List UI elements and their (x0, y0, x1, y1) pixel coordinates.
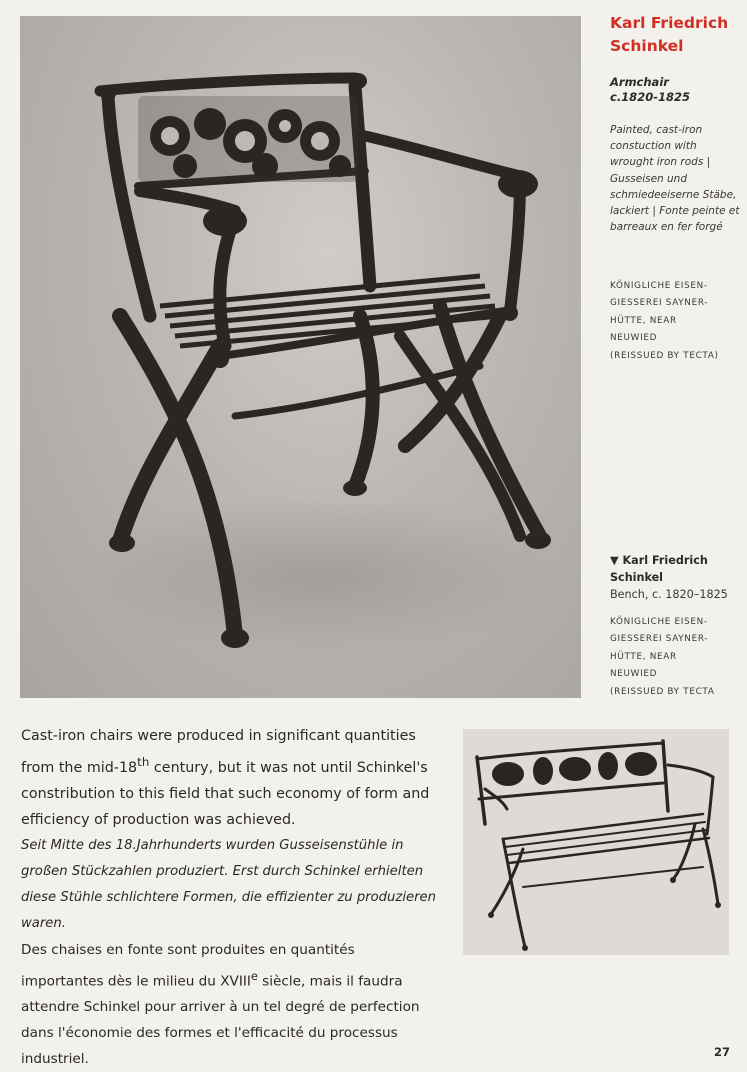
bench-designer-line1: ▼ Karl Friedrich (610, 554, 708, 567)
bench-description: Bench, c. 1820–1825 (610, 588, 728, 601)
armchair-maker: KÖNIGLICHE EISEN- GIESSEREI SAYNER- HÜTTE, NEAR NEUWIED (REISSUED BY TECTA) (610, 281, 719, 361)
body-english (21, 723, 441, 833)
armchair-title (610, 75, 740, 105)
armchair-illustration (20, 16, 581, 698)
bench-illustration (463, 729, 729, 955)
bench-caption (610, 553, 745, 603)
armchair-materials: Painted, cast-iron constuction with wrought iron rods | Gusseisen und schmiedeeiserne Stäbe, lackiert | Fonte peinte et barreaux en fer forgé (610, 124, 740, 234)
armchair-title-name: Armchair (610, 75, 669, 89)
body-english-part2: century, but it was not until Schinkel's constribution to this field that such economy of form and efficiency of production was achieved. (21, 759, 430, 828)
body-text (21, 723, 441, 1072)
armchair-title-date: c.1820-1825 (610, 90, 690, 104)
body-german: Seit Mitte des 18.Jahrhunderts wurden Gusseisenstühle in großen Stückzahlen produziert. Erst durch Schinkel erhielten diese Stühle schlichtere Formen, die effizienter zu produzieren waren. (21, 837, 437, 931)
bench-maker: KÖNIGLICHE EISEN- GIESSEREI SAYNER- HÜTTE, NEAR NEUWIED (REISSUED BY TECTA (610, 617, 715, 697)
body-french-part2: siècle, mais il faudra attendre Schinkel pour arriver à un tel degré de perfection dans l'économie des formes et l'efficacité du processus industriel. (21, 973, 420, 1068)
body-english-sup: th (137, 755, 150, 769)
body-english-part1: Cast-iron chairs were produced in significant quantities from the mid-18 (21, 728, 416, 776)
bench-photo (463, 729, 729, 955)
designer-name: Karl Friedrich Schinkel (610, 14, 729, 55)
bench-designer-line2: Schinkel (610, 570, 664, 584)
body-french-part1: Des chaises en fonte sont produites en quantités importantes dès le milieu du XVIII (21, 941, 355, 990)
body-french-sup: e (250, 968, 258, 983)
body-french (21, 937, 441, 1072)
armchair-photo (20, 16, 581, 698)
page-number: 27 (714, 1045, 731, 1059)
